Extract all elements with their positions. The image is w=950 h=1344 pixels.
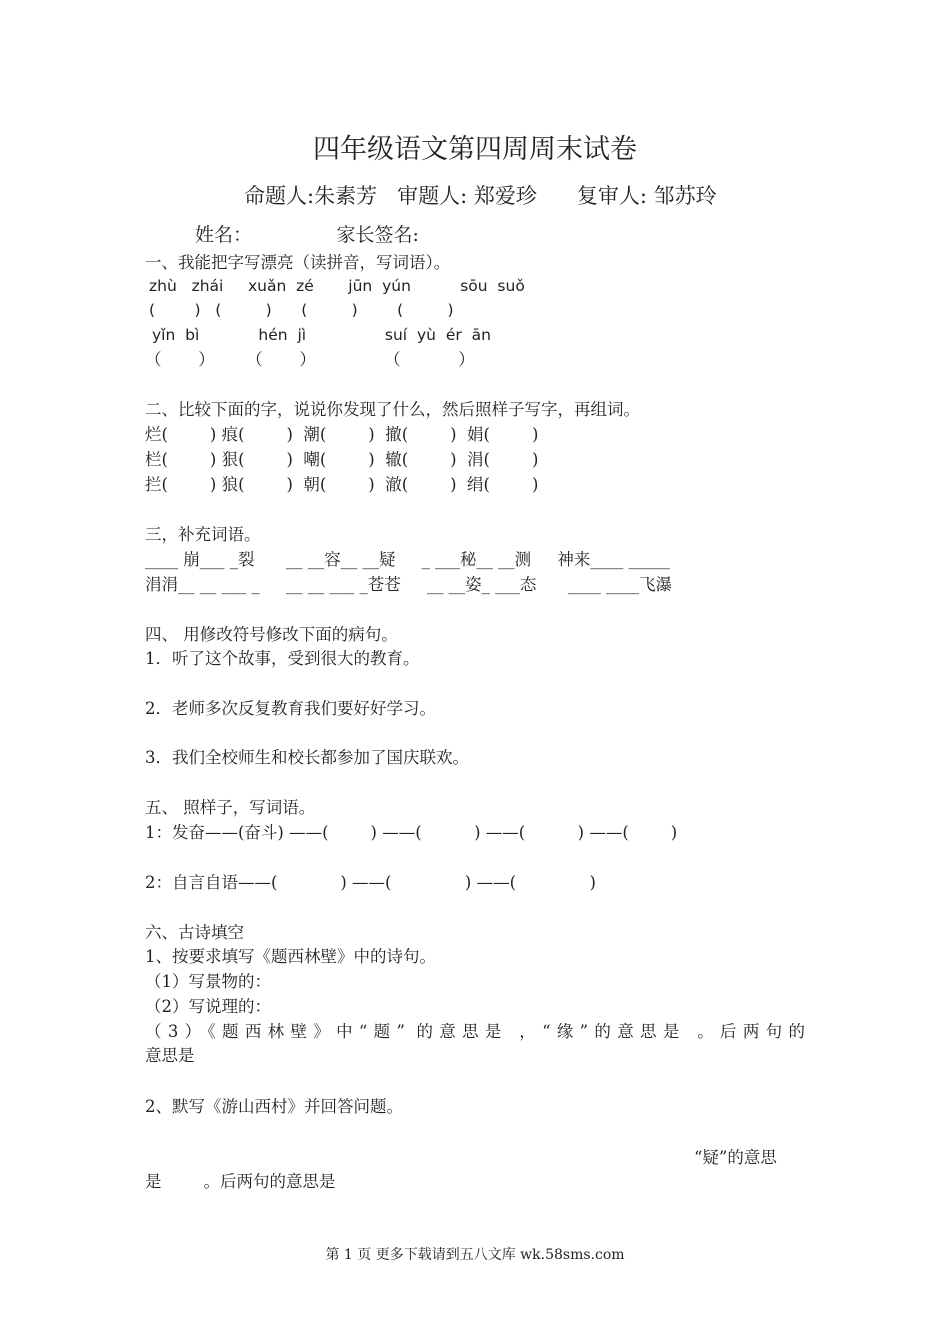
poem-question-1-part-2: （2）写说理的： bbox=[145, 997, 271, 1016]
section-5-heading: 五、 照样子，写词语。 bbox=[145, 798, 316, 817]
student-info-line: 姓名： 家长签名: bbox=[195, 224, 419, 246]
section-4-heading: 四、 用修改符号修改下面的病句。 bbox=[145, 625, 398, 644]
authors-line: 命题人:朱素芳 审题人: 郑爱珍 复审人: 邹苏玲 bbox=[244, 184, 717, 208]
poem-question-2: 2、默写《游山西村》并回答问题。 bbox=[145, 1097, 403, 1116]
section-2-heading: 二、比较下面的字，说说你发现了什么，然后照样子写字，再组词。 bbox=[145, 400, 640, 419]
answer-brackets-row-2: （ ） （ ） （ ） bbox=[145, 350, 475, 369]
char-compare-row-2: 栏( ) 狠( ) 嘲( ) 辙( ) 涓( ) bbox=[145, 450, 539, 469]
sentence-item-3: 3．我们全校师生和校长都参加了国庆联欢。 bbox=[145, 748, 469, 767]
pinyin-row-2: yǐn bì hén jì suí yù ér ān bbox=[152, 326, 491, 344]
poem-question-1-part-3-cont: 意思是 bbox=[145, 1046, 195, 1065]
char-compare-row-3: 拦( ) 狼( ) 朝( ) 澈( ) 绢( ) bbox=[145, 475, 539, 494]
poem-question-1-part-3: （3）《题西林壁》中“题” 的意思是 ，“缘”的意思是 。后两句的 bbox=[145, 1022, 805, 1041]
sentence-item-2: 2．老师多次反复教育我们要好好学习。 bbox=[145, 699, 436, 718]
word-fill-row-1: ____ 崩___ _裂 __ __容__ __疑 _ ___秘__ __测 神来____ _____ bbox=[145, 550, 670, 569]
section-6-heading: 六、古诗填空 bbox=[145, 923, 244, 942]
sentence-item-1: 1．听了这个故事，受到很大的教育。 bbox=[145, 649, 420, 668]
pinyin-row-1: zhù zhái xuǎn zé jūn yún sōu suǒ bbox=[149, 277, 525, 295]
answer-brackets-row-1: ( ) ( ) ( ) ( ) bbox=[149, 301, 454, 319]
page-footer: 第 1 页 更多下载请到五八文库 wk.58sms.com bbox=[325, 1247, 625, 1263]
word-pattern-item-2: 2：自言自语——( ) ——( ) ——( ) bbox=[145, 873, 596, 892]
char-compare-row-1: 烂( ) 痕( ) 潮( ) 撤( ) 娟( ) bbox=[145, 425, 539, 444]
poem-question-1-part-1: （1）写景物的： bbox=[145, 972, 271, 991]
section-3-heading: 三，补充词语。 bbox=[145, 525, 261, 544]
word-fill-row-2: 涓涓__ __ ___ _ __ __ ___ _苍苍 __ __姿_ ___态 ____ ____飞瀑 bbox=[145, 575, 673, 594]
poem-question-2-yi-meaning: “疑”的意思 bbox=[694, 1148, 777, 1167]
poem-question-2-meaning: 是 。后两句的意思是 bbox=[145, 1172, 336, 1191]
poem-question-1: 1、按要求填写《题西林壁》中的诗句。 bbox=[145, 947, 436, 966]
word-pattern-item-1: 1：发奋——(奋斗) ——( ) ——( ) ——( ) ——( ) bbox=[145, 823, 678, 842]
exam-title: 四年级语文第四周周末试卷 bbox=[313, 134, 637, 165]
section-1-heading: 一、我能把字写漂亮（读拼音，写词语）。 bbox=[145, 253, 451, 272]
